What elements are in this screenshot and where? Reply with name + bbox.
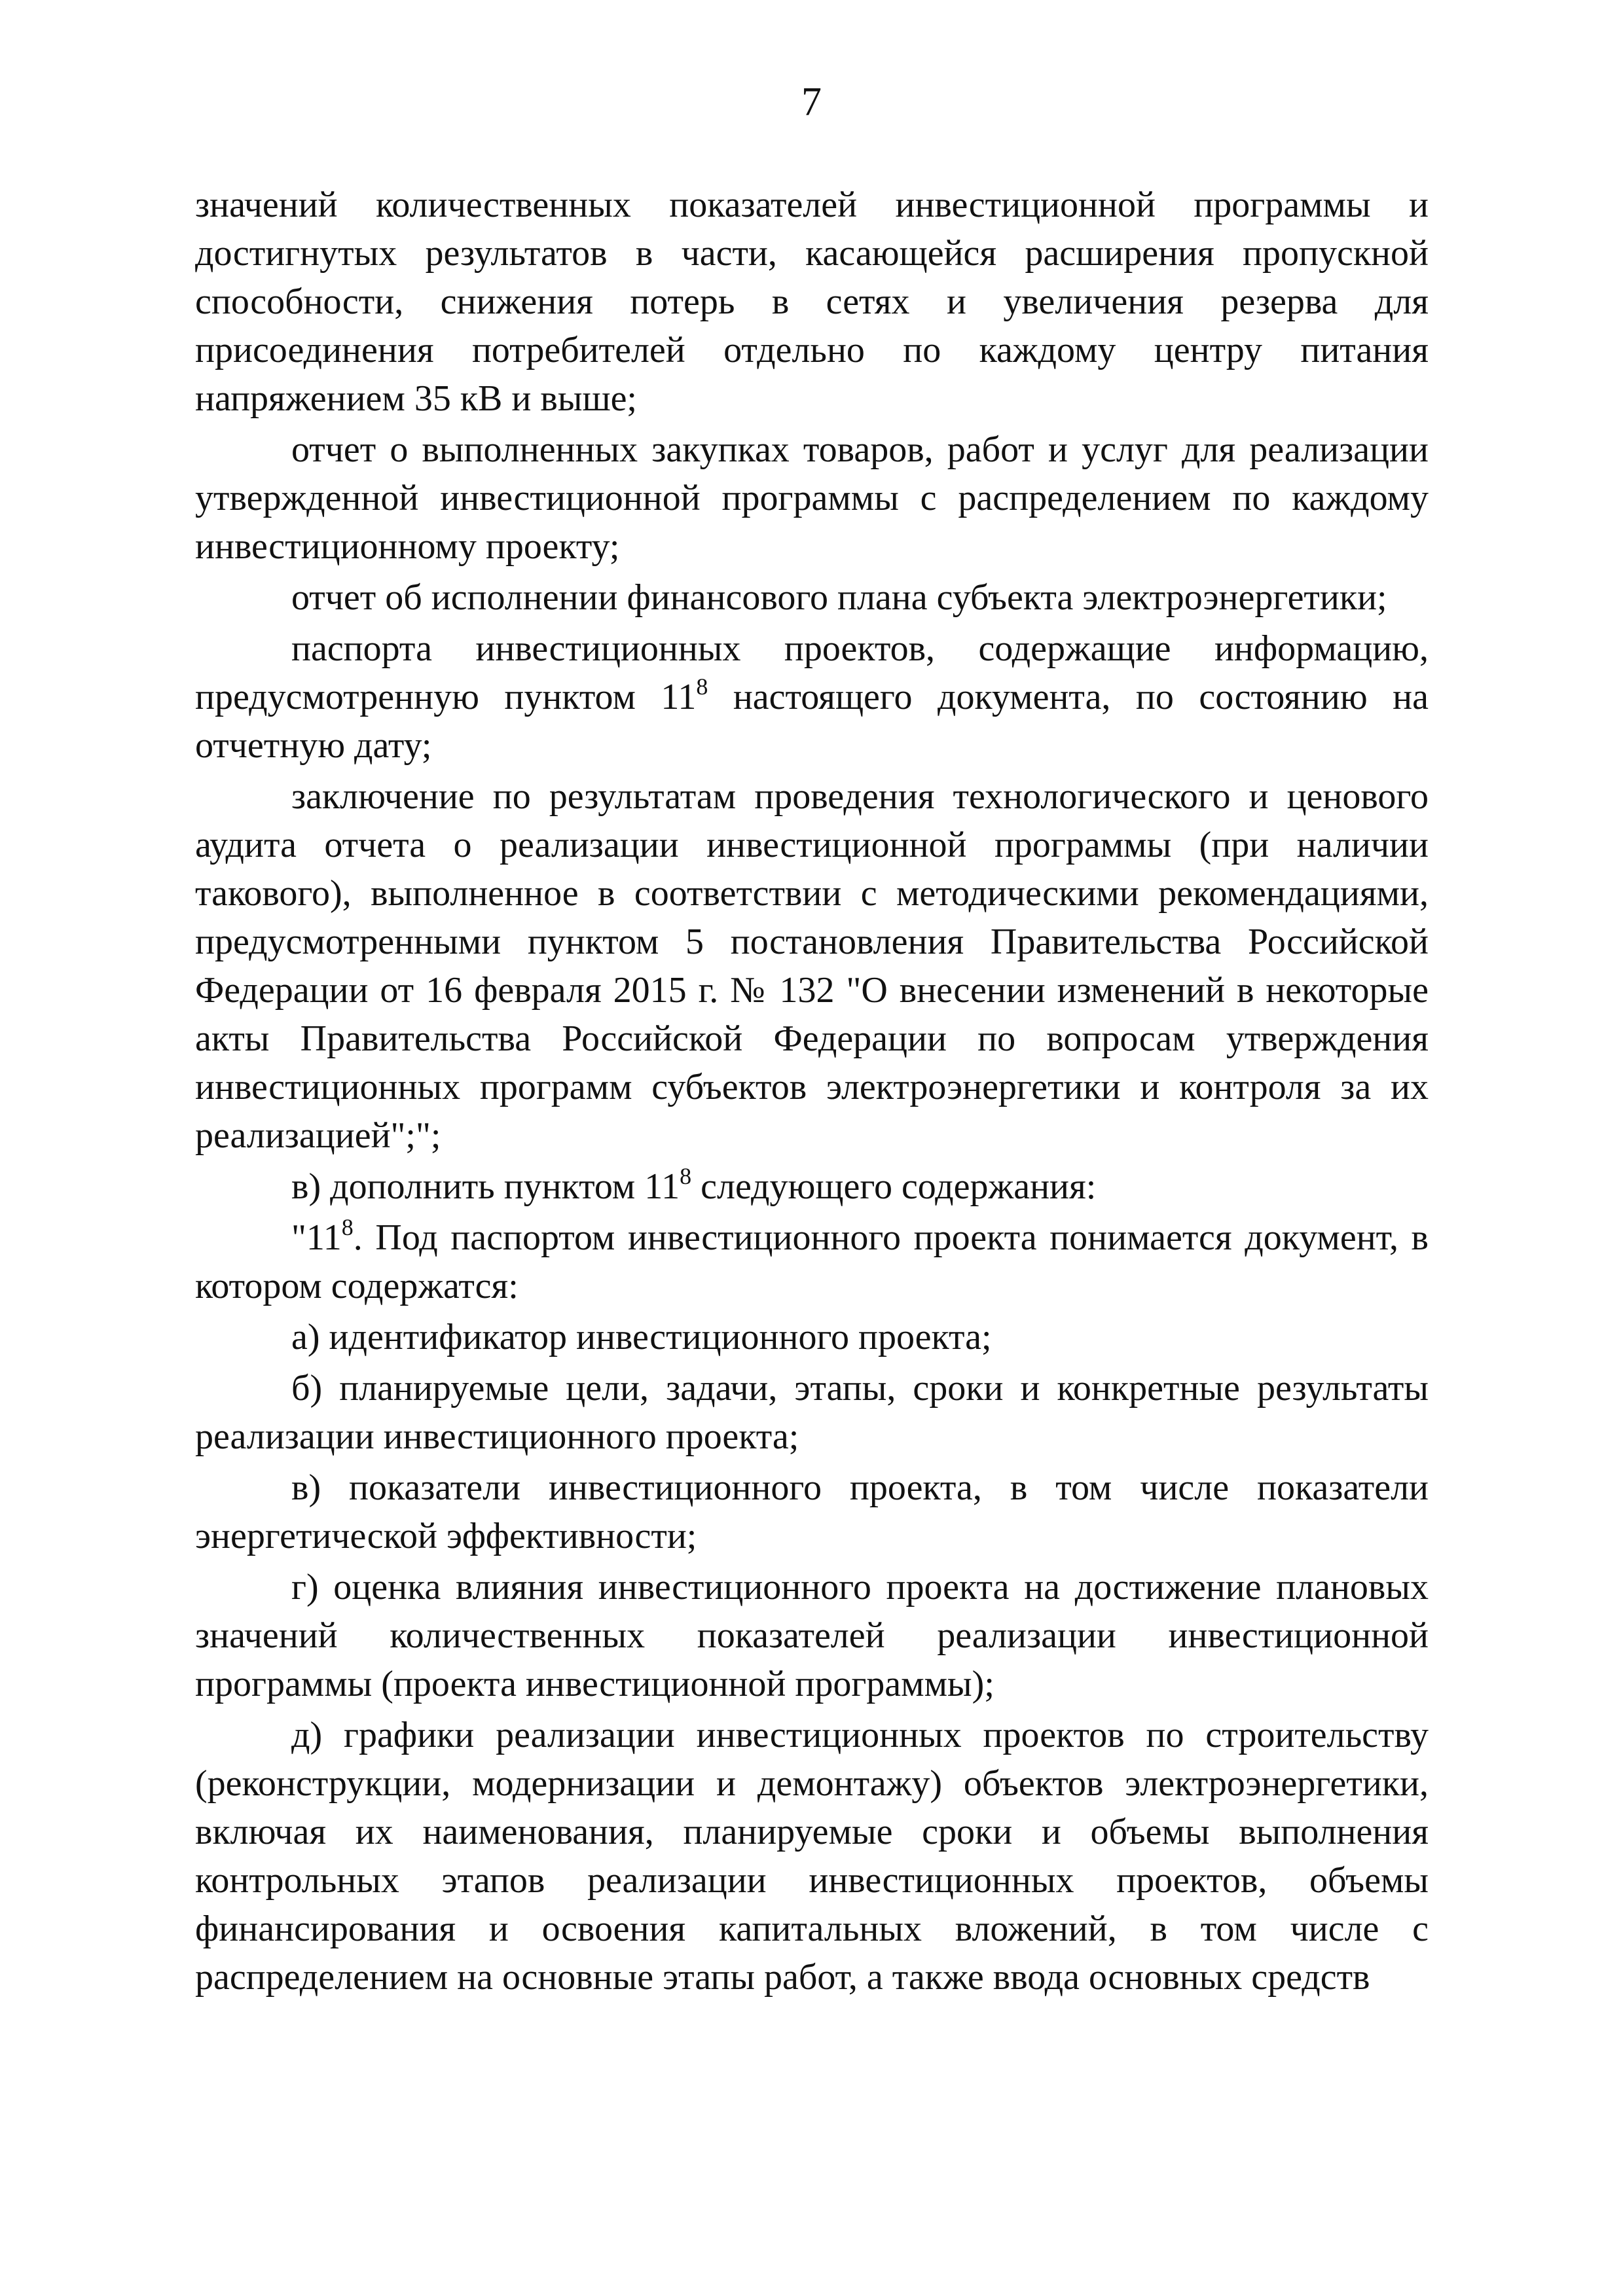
- paragraph-7-text-end: . Под паспортом инвестиционного проекта понимается документ, в котором содержатся:: [195, 1217, 1429, 1306]
- paragraph-4-text-start: паспорта инвестиционных проектов, содержащие информацию, предусмотренную пунктом 11: [195, 628, 1429, 717]
- paragraph-4: [195, 624, 1429, 770]
- paragraph-3: отчет об исполнении финансового плана субъекта электроэнергетики;: [291, 577, 1387, 618]
- superscript: 8: [696, 673, 708, 700]
- paragraph-11: г) оценка влияния инвестиционного проекта на достижение плановых значений количественных показателей реализации инвестиционной программы (проекта инвестиционной программы);: [195, 1567, 1429, 1704]
- paragraph-5: заключение по результатам проведения технологического и ценового аудита отчета о реализации инвестиционной программы (при наличии такового), выполненное в соответствии с методическими рекомендациями, предусмотренными пунктом 5 постановления Правительства Российской Федерации от 16 февраля 2015 г. № 132 "О внесении изменений в некоторые акты Правительства Российской Федерации по вопросам утверждения инвестиционных программ субъектов электроэнергетики и контроля за их реализацией";";: [195, 776, 1429, 1156]
- paragraph-7: [195, 1213, 1429, 1310]
- paragraph-1: значений количественных показателей инвестиционной программы и достигнутых результатов в части, касающейся расширения пропускной способности, снижения потерь в сетях и увеличения резерва для присоединения потребителей отдельно по каждому центру питания напряжением 35 кВ и выше;: [195, 185, 1429, 419]
- paragraph-6-text-end: следующего содержания:: [691, 1166, 1097, 1207]
- paragraph-7-text-start: "11: [291, 1217, 342, 1258]
- paragraph-12: д) графики реализации инвестиционных проектов по строительству (реконструкции, модернизации и демонтажу) объектов электроэнергетики, включая их наименования, планируемые сроки и объемы выполнения контрольных этапов реализации инвестиционных проектов, объемы финансирования и освоения капитальных вложений, в том числе с распределением на основные этапы работ, а также ввода основных средств: [195, 1715, 1429, 1998]
- paragraph-6: [195, 1162, 1429, 1211]
- superscript: 8: [341, 1214, 354, 1240]
- document-body: [195, 181, 1429, 2004]
- superscript: 8: [680, 1163, 692, 1189]
- paragraph-4-text-end: настоящего документа, по состоянию на отчетную дату;: [195, 677, 1429, 766]
- page-number: 7: [801, 80, 822, 124]
- paragraph-8: а) идентификатор инвестиционного проекта;: [291, 1317, 992, 1357]
- paragraph-10: в) показатели инвестиционного проекта, в том числе показатели энергетической эффективности;: [195, 1467, 1429, 1556]
- paragraph-9: б) планируемые цели, задачи, этапы, сроки и конкретные результаты реализации инвестиционного проекта;: [195, 1368, 1429, 1457]
- paragraph-2: отчет о выполненных закупках товаров, работ и услуг для реализации утвержденной инвестиционной программы с распределением по каждому инвестиционному проекту;: [195, 429, 1429, 567]
- paragraph-6-text-start: в) дополнить пунктом 11: [291, 1166, 680, 1207]
